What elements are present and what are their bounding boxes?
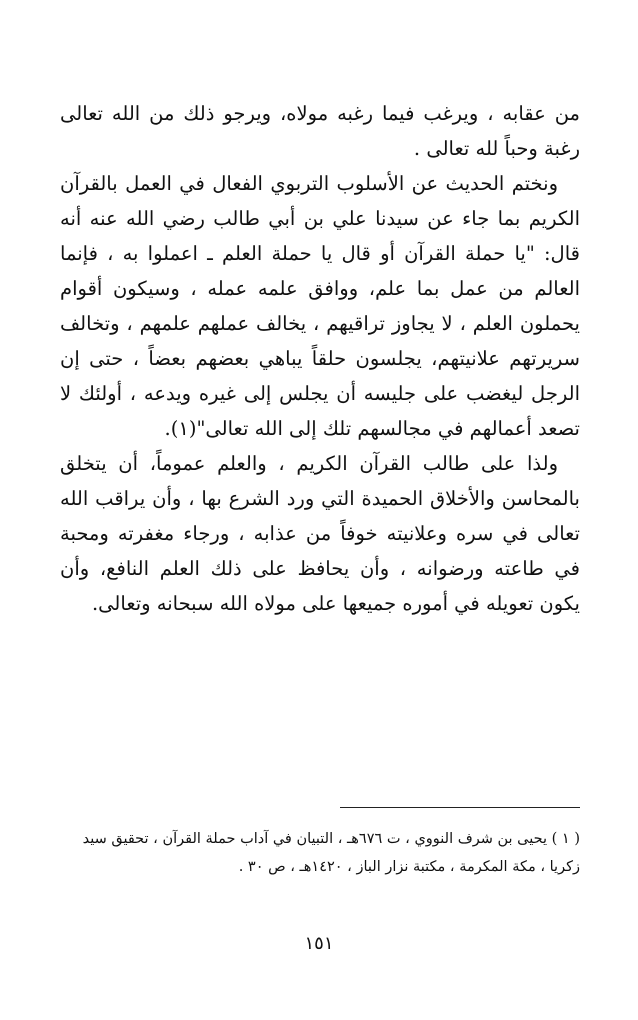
paragraph-1: من عقابه ، ويرغب فيما رغبه مولاه، ويرجو ذلك من الله تعالى رغبة وحباً لله تعالى . bbox=[60, 102, 580, 160]
paragraph-3: ولذا على طالب القرآن الكريم ، والعلم عموماً، أن يتخلق بالمحاسن والأخلاق الحميدة التي ورد الشرع بها ، وأن يراقب الله تعالى في سره وعلانيته خوفاً من عذابه ، ورجاء مغفرته ومحبة في طاعته ورضوانه ، وأن يحافظ على ذلك العلم النافع، وأن يكون تعويله في أموره جميعها على مولاه الله سبحانه وتعالى. bbox=[60, 452, 580, 615]
page-body bbox=[60, 96, 580, 621]
footnote-line-2: زكريا ، مكة المكرمة ، مكتبة نزار الباز ، ١٤٢٠هـ ، ص ٣٠ . bbox=[238, 859, 580, 875]
footnotes bbox=[60, 825, 580, 881]
footnote-separator bbox=[340, 807, 580, 808]
footnote-line-1: ( ١ ) يحيى بن شرف النووي ، ت ٦٧٦هـ ، التبيان في آداب حملة القرآن ، تحقيق سيد bbox=[82, 831, 580, 847]
page-number: ١٥١ bbox=[304, 933, 334, 954]
paragraph-2: ونختم الحديث عن الأسلوب التربوي الفعال في العمل بالقرآن الكريم بما جاء عن سيدنا علي بن أبي طالب رضي الله عنه أنه قال: "يا حملة القرآن أو قال يا حملة العلم ـ اعملوا به ، فإنما العالم من عمل بما علم، ووافق علمه عمله ، وسيكون أقوام يحملون العلم ، لا يجاوز تراقيهم ، يخالف عملهم علمهم ، وتخالف سريرتهم علانيتهم، يجلسون حلقاً يباهي بعضهم بعضاً ، حتى إن الرجل ليغضب على جليسه أن يجلس إلى غيره ويدعه ، أولئك لا تصعد أعمالهم في مجالسهم تلك إلى الله تعالى"(١). bbox=[60, 172, 580, 440]
